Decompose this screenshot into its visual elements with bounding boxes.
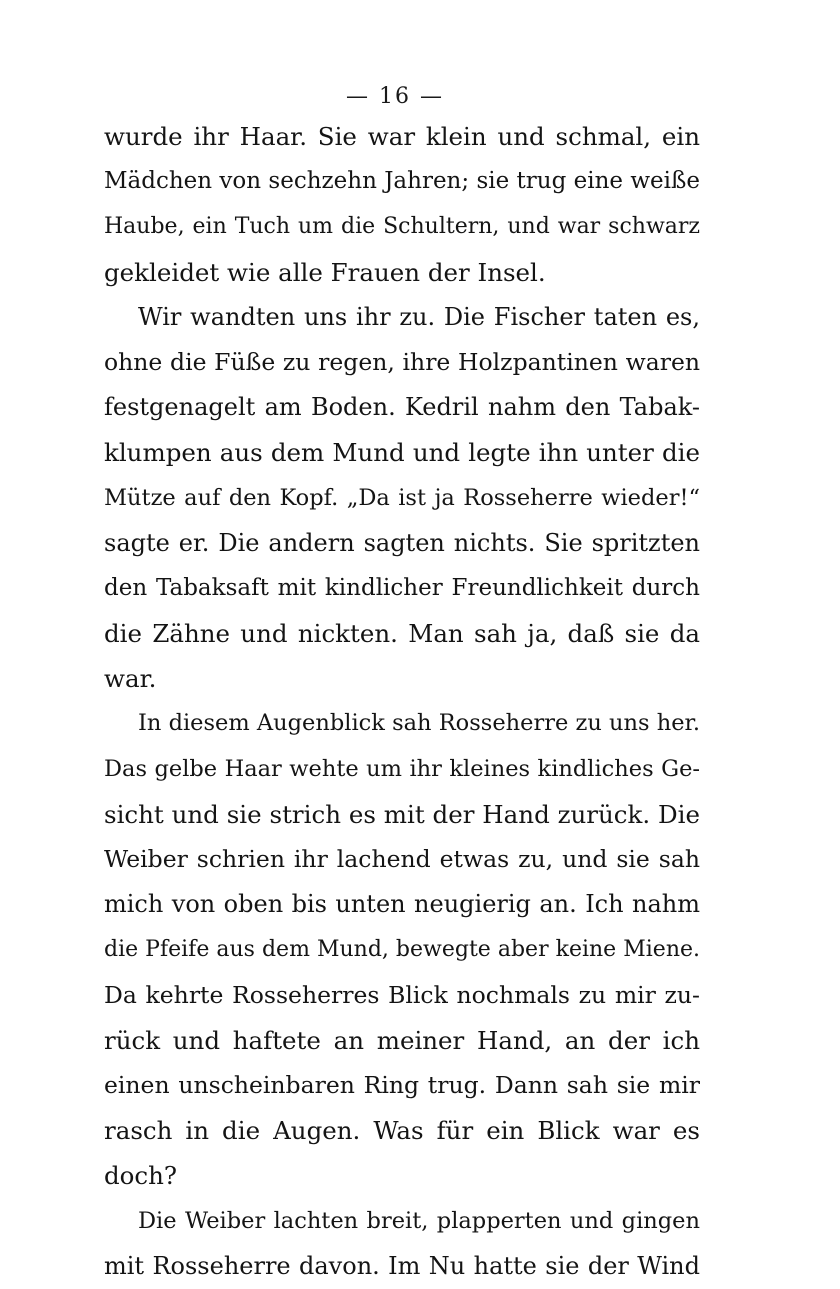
text-line: Die Weiber lachten breit, plapperten und gingen bbox=[138, 1207, 700, 1234]
text-line: wurde ihr Haar. Sie war klein und schmal, ein bbox=[104, 122, 700, 151]
text-line: doch? bbox=[104, 1161, 178, 1191]
text-line: die Pfeife aus dem Mund, bewegte aber keine Miene. bbox=[104, 937, 700, 963]
text-line: Mädchen von sechzehn Jahren; sie trug eine weiße bbox=[104, 168, 700, 195]
text-line: ohne die Füße zu regen, ihre Holzpantinen waren bbox=[104, 347, 700, 376]
body-text bbox=[104, 114, 700, 1289]
text-line: sicht und sie strich es mit der Hand zurück. Die bbox=[104, 799, 700, 829]
page-number: — 16 — bbox=[346, 84, 444, 109]
text-line: gekleidet wie alle Frauen der Insel. bbox=[104, 257, 546, 287]
text-line: Das gelbe Haar wehte um ihr kleines kindliches Ge- bbox=[104, 755, 700, 782]
text-line: Haube, ein Tuch um die Schultern, und war schwarz bbox=[104, 214, 700, 240]
text-line: rasch in die Augen. Was für ein Blick war es bbox=[104, 1116, 700, 1146]
paragraph bbox=[104, 701, 700, 1198]
text-line: In diesem Augenblick sah Rosseherre zu uns her. bbox=[138, 710, 700, 737]
text-line: Wir wandten uns ihr zu. Die Fischer taten es, bbox=[138, 302, 700, 331]
paragraph bbox=[104, 1199, 700, 1289]
text-line: einen unscheinbaren Ring trug. Dann sah sie mir bbox=[104, 1070, 700, 1099]
text-line: mich von oben bis unten neugierig an. Ich nahm bbox=[104, 890, 700, 919]
paragraph bbox=[104, 114, 700, 295]
text-line: festgenagelt am Boden. Kedril nahm den Tabak- bbox=[104, 393, 700, 422]
text-line: rück und haftete an meiner Hand, an der ich bbox=[104, 1025, 700, 1055]
text-line: mit Rosseherre davon. Im Nu hatte sie der Wind bbox=[104, 1251, 700, 1280]
text-line: sagte er. Die andern sagten nichts. Sie spritzten bbox=[104, 528, 700, 557]
text-line: den Tabaksaft mit kindlicher Freundlichkeit durch bbox=[104, 574, 700, 601]
text-line: Weiber schrien ihr lachend etwas zu, und sie sah bbox=[104, 845, 700, 873]
paragraph bbox=[104, 295, 700, 702]
text-line: die Zähne und nickten. Man sah ja, daß sie da bbox=[104, 619, 700, 649]
text-line: Mütze auf den Kopf. „Da ist ja Rosseherre wieder!“ bbox=[104, 484, 700, 511]
text-line: war. bbox=[104, 664, 157, 694]
text-line: klumpen aus dem Mund und legte ihn unter die bbox=[104, 438, 700, 468]
text-line: Da kehrte Rosseherres Blick nochmals zu mir zu- bbox=[104, 980, 700, 1009]
